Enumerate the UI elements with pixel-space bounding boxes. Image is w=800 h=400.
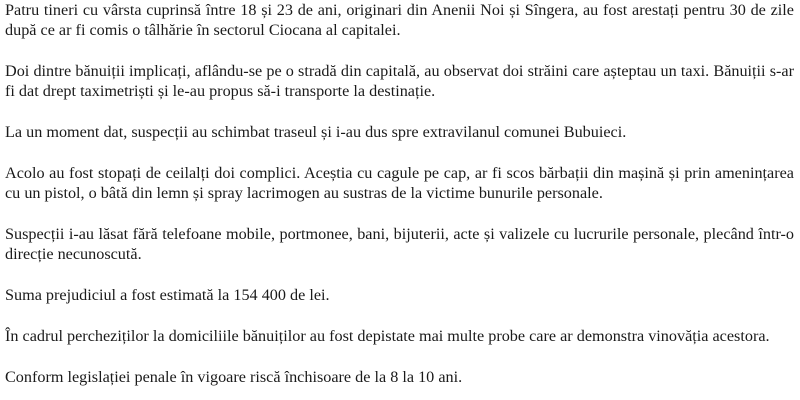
article-paragraph: Patru tineri cu vârsta cuprinsă între 18 și 23 de ani, originari din Anenii Noi și Sîngera, au fost arestați pentru 30 de zile după ce ar fi comis o tâlhărie în sectorul Ciocana al capitalei. [5, 1, 794, 39]
article-paragraph: Suma prejudiciul a fost estimată la 154 400 de lei. [5, 286, 330, 304]
article-paragraph: În cadrul percheziților la domiciliile bănuiților au fost depistate mai multe probe care ar demonstra vinovăția acestora. [5, 327, 770, 345]
article-paragraph: Suspecții i-au lăsat fără telefoane mobile, portmonee, bani, bijuterii, acte și valizele cu lucrurile personale, plecând într-o direcție necunoscută. [5, 225, 794, 263]
article-paragraph: Acolo au fost stopați de ceilalți doi complici. Aceștia cu cagule pe cap, ar fi scos bărbații din mașină și prin amenințarea cu un pistol, o bâtă din lemn și spray lacrimogen au sustras de la victime bunurile personale. [5, 164, 794, 202]
article-paragraph: Conform legislației penale în vigoare riscă închisoare de la 8 la 10 ani. [5, 368, 463, 386]
article-paragraph: La un moment dat, suspecții au schimbat traseul și i-au dus spre extravilanul comunei Bubuieci. [5, 123, 627, 141]
article-paragraph: Doi dintre bănuiții implicați, aflându-se pe o stradă din capitală, au observat doi străini care așteptau un taxi. Bănuiții s-ar fi dat drept taximetriști și le-au propus să-i transporte la destinație. [5, 62, 794, 100]
